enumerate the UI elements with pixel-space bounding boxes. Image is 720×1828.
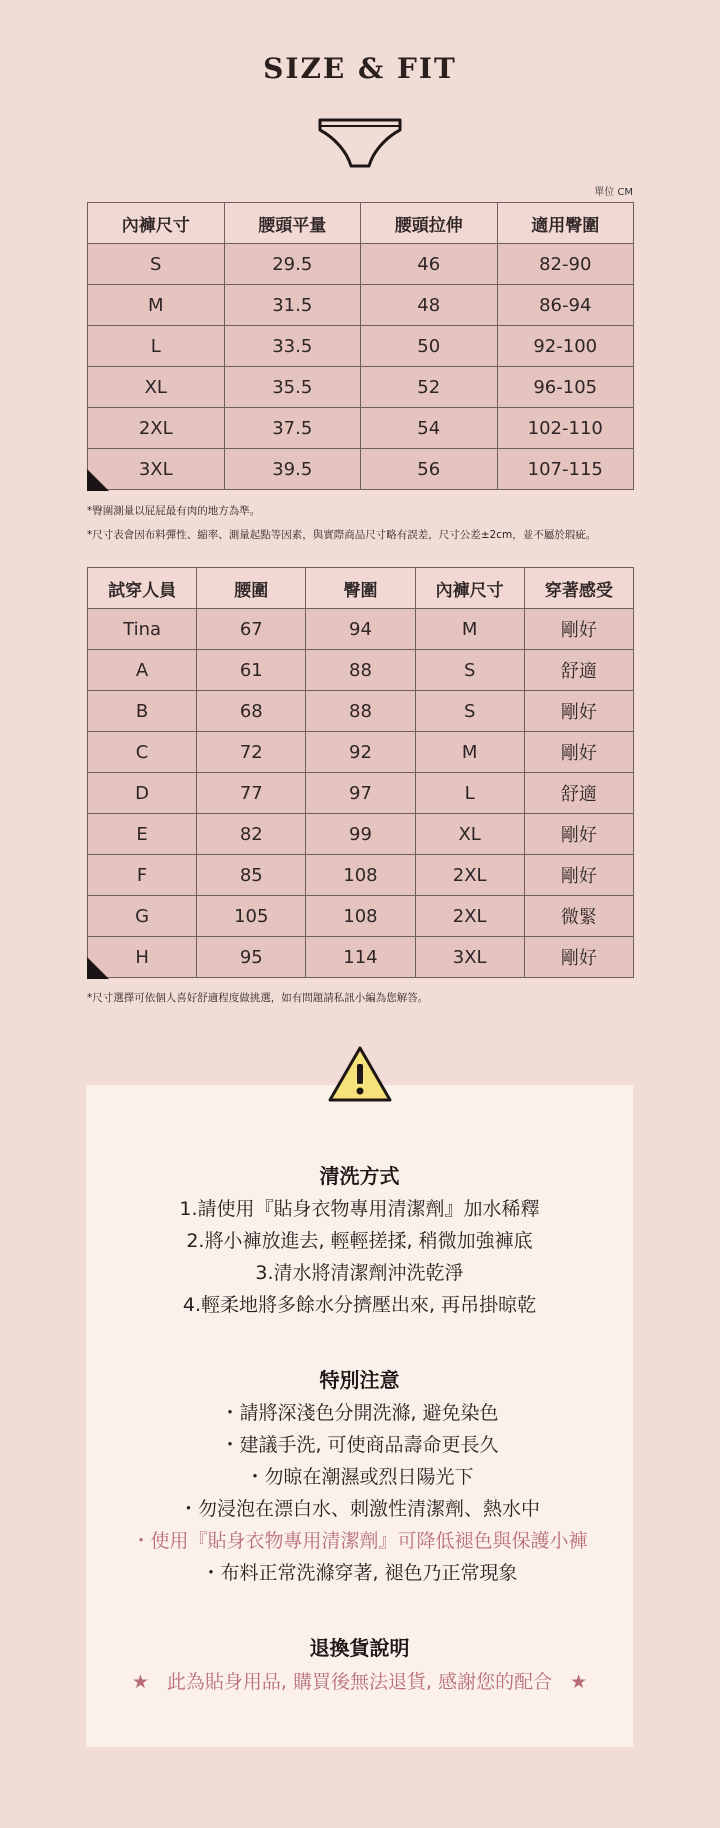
header-cell: 內褲尺寸 xyxy=(88,203,225,244)
table-cell: 剛好 xyxy=(524,855,633,896)
table-cell: 68 xyxy=(197,691,306,732)
table-cell: 微緊 xyxy=(524,896,633,937)
table-cell: S xyxy=(415,691,524,732)
table-row xyxy=(88,244,634,285)
notice-item: ・勿浸泡在漂白水、刺激性清潔劑、熱水中 xyxy=(178,1498,540,1520)
table-row xyxy=(88,773,634,814)
table-cell: F xyxy=(88,855,197,896)
table-cell: 97 xyxy=(306,773,415,814)
table-cell: 88 xyxy=(306,650,415,691)
table-cell: H xyxy=(88,937,197,978)
tryon-note: *尺寸選擇可依個人喜好舒適程度做挑選，如有問題請私訊小編為您解答。 xyxy=(87,992,429,1004)
table-cell: M xyxy=(415,732,524,773)
table-cell: 46 xyxy=(361,244,498,285)
table-cell: 3XL xyxy=(88,449,225,490)
table-cell: 2XL xyxy=(415,855,524,896)
table-cell: 82 xyxy=(197,814,306,855)
table-cell: 剛好 xyxy=(524,937,633,978)
table-cell: S xyxy=(415,650,524,691)
page-title: SIZE & FIT xyxy=(263,52,457,85)
wash-step: 4.輕柔地將多餘水分擠壓出來, 再吊掛晾乾 xyxy=(182,1294,537,1316)
wash-step: 2.將小褲放進去, 輕輕搓揉, 稍微加強褲底 xyxy=(186,1230,533,1252)
table-cell: 剛好 xyxy=(524,609,633,650)
table-cell: 31.5 xyxy=(224,285,361,326)
table-cell: 85 xyxy=(197,855,306,896)
table-cell: 88 xyxy=(306,691,415,732)
table-cell: 92 xyxy=(306,732,415,773)
table-cell: 107-115 xyxy=(497,449,634,490)
table-cell: 2XL xyxy=(415,896,524,937)
table-cell: 77 xyxy=(197,773,306,814)
table-cell: 52 xyxy=(361,367,498,408)
table-row xyxy=(88,609,634,650)
notice-item: ・建議手洗, 可使商品壽命更長久 xyxy=(220,1434,499,1456)
table-cell: 2XL xyxy=(88,408,225,449)
care-instructions-box xyxy=(86,1085,633,1747)
header-cell: 腰頭平量 xyxy=(224,203,361,244)
table-cell: 105 xyxy=(197,896,306,937)
header-cell: 適用臀圍 xyxy=(497,203,634,244)
table-cell: 48 xyxy=(361,285,498,326)
header-cell: 試穿人員 xyxy=(88,568,197,609)
table-cell: 剛好 xyxy=(524,691,633,732)
warning-icon xyxy=(326,1044,394,1104)
table-row xyxy=(88,326,634,367)
table-cell: L xyxy=(415,773,524,814)
table-row xyxy=(88,285,634,326)
tryon-table xyxy=(87,567,634,978)
table-cell: 54 xyxy=(361,408,498,449)
table-cell: 56 xyxy=(361,449,498,490)
table-cell: 35.5 xyxy=(224,367,361,408)
corner-triangle-decoration xyxy=(87,469,109,491)
table-cell: D xyxy=(88,773,197,814)
table-row xyxy=(88,814,634,855)
header-cell: 穿著感受 xyxy=(524,568,633,609)
size-note-tolerance: *尺寸表會因布料彈性、縮率、測量起點等因素，與實際商品尺寸略有誤差，尺寸公差±2cm，並不屬於瑕疵。 xyxy=(87,529,597,541)
notice-item: ・布料正常洗滌穿著, 褪色乃正常現象 xyxy=(201,1562,518,1584)
briefs-icon xyxy=(315,112,405,174)
table-cell: 剛好 xyxy=(524,732,633,773)
table-row xyxy=(88,937,634,978)
return-policy-line xyxy=(86,1667,633,1694)
table-cell: 3XL xyxy=(415,937,524,978)
table-row xyxy=(88,896,634,937)
table-cell: G xyxy=(88,896,197,937)
unit-label: 單位 CM xyxy=(594,187,633,198)
table-cell: XL xyxy=(88,367,225,408)
table-cell: 102-110 xyxy=(497,408,634,449)
table-cell: 114 xyxy=(306,937,415,978)
notice-item-highlight: ・使用『貼身衣物專用清潔劑』可降低褪色與保護小褲 xyxy=(131,1530,588,1552)
table-cell: S xyxy=(88,244,225,285)
table-cell: A xyxy=(88,650,197,691)
table-header-row xyxy=(88,203,634,244)
notice-item: ・勿晾在潮濕或烈日陽光下 xyxy=(245,1466,474,1488)
table-cell: C xyxy=(88,732,197,773)
table-cell: 72 xyxy=(197,732,306,773)
corner-triangle-decoration xyxy=(87,957,109,979)
table-cell: 37.5 xyxy=(224,408,361,449)
table-cell: 108 xyxy=(306,896,415,937)
return-title: 退換貨說明 xyxy=(309,1636,410,1660)
table-cell: XL xyxy=(415,814,524,855)
table-cell: 29.5 xyxy=(224,244,361,285)
star-icon: ★ xyxy=(131,1671,149,1693)
table-cell: L xyxy=(88,326,225,367)
table-cell: 99 xyxy=(306,814,415,855)
table-row xyxy=(88,650,634,691)
table-row xyxy=(88,408,634,449)
table-cell: 61 xyxy=(197,650,306,691)
table-cell: 剛好 xyxy=(524,814,633,855)
header-cell: 內褲尺寸 xyxy=(415,568,524,609)
size-table xyxy=(87,202,634,490)
table-cell: 96-105 xyxy=(497,367,634,408)
table-cell: 舒適 xyxy=(524,773,633,814)
table-cell: 86-94 xyxy=(497,285,634,326)
table-cell: Tina xyxy=(88,609,197,650)
table-row xyxy=(88,732,634,773)
table-row xyxy=(88,449,634,490)
table-cell: 50 xyxy=(361,326,498,367)
header-cell: 臀圍 xyxy=(306,568,415,609)
notice-title: 特別注意 xyxy=(319,1368,400,1392)
table-cell: M xyxy=(415,609,524,650)
table-cell: M xyxy=(88,285,225,326)
size-note-hip: *臀圍測量以屁屁最有肉的地方為準。 xyxy=(87,505,261,517)
table-cell: 39.5 xyxy=(224,449,361,490)
table-cell: 82-90 xyxy=(497,244,634,285)
table-header-row xyxy=(88,568,634,609)
table-cell: 108 xyxy=(306,855,415,896)
table-cell: 67 xyxy=(197,609,306,650)
table-row xyxy=(88,367,634,408)
header-cell: 腰頭拉伸 xyxy=(361,203,498,244)
notice-item: ・請將深淺色分開洗滌, 避免染色 xyxy=(220,1402,499,1424)
star-icon: ★ xyxy=(570,1671,588,1693)
table-row xyxy=(88,855,634,896)
wash-step: 3.清水將清潔劑沖洗乾淨 xyxy=(255,1262,464,1284)
table-cell: 92-100 xyxy=(497,326,634,367)
table-cell: 95 xyxy=(197,937,306,978)
table-cell: 94 xyxy=(306,609,415,650)
table-cell: 舒適 xyxy=(524,650,633,691)
wash-step: 1.請使用『貼身衣物專用清潔劑』加水稀釋 xyxy=(179,1198,540,1220)
header-cell: 腰圍 xyxy=(197,568,306,609)
table-cell: B xyxy=(88,691,197,732)
wash-title: 清洗方式 xyxy=(319,1164,400,1188)
table-cell: E xyxy=(88,814,197,855)
return-policy-text: 此為貼身用品, 購買後無法退貨, 感謝您的配合 xyxy=(166,1671,553,1693)
table-cell: 33.5 xyxy=(224,326,361,367)
table-row xyxy=(88,691,634,732)
